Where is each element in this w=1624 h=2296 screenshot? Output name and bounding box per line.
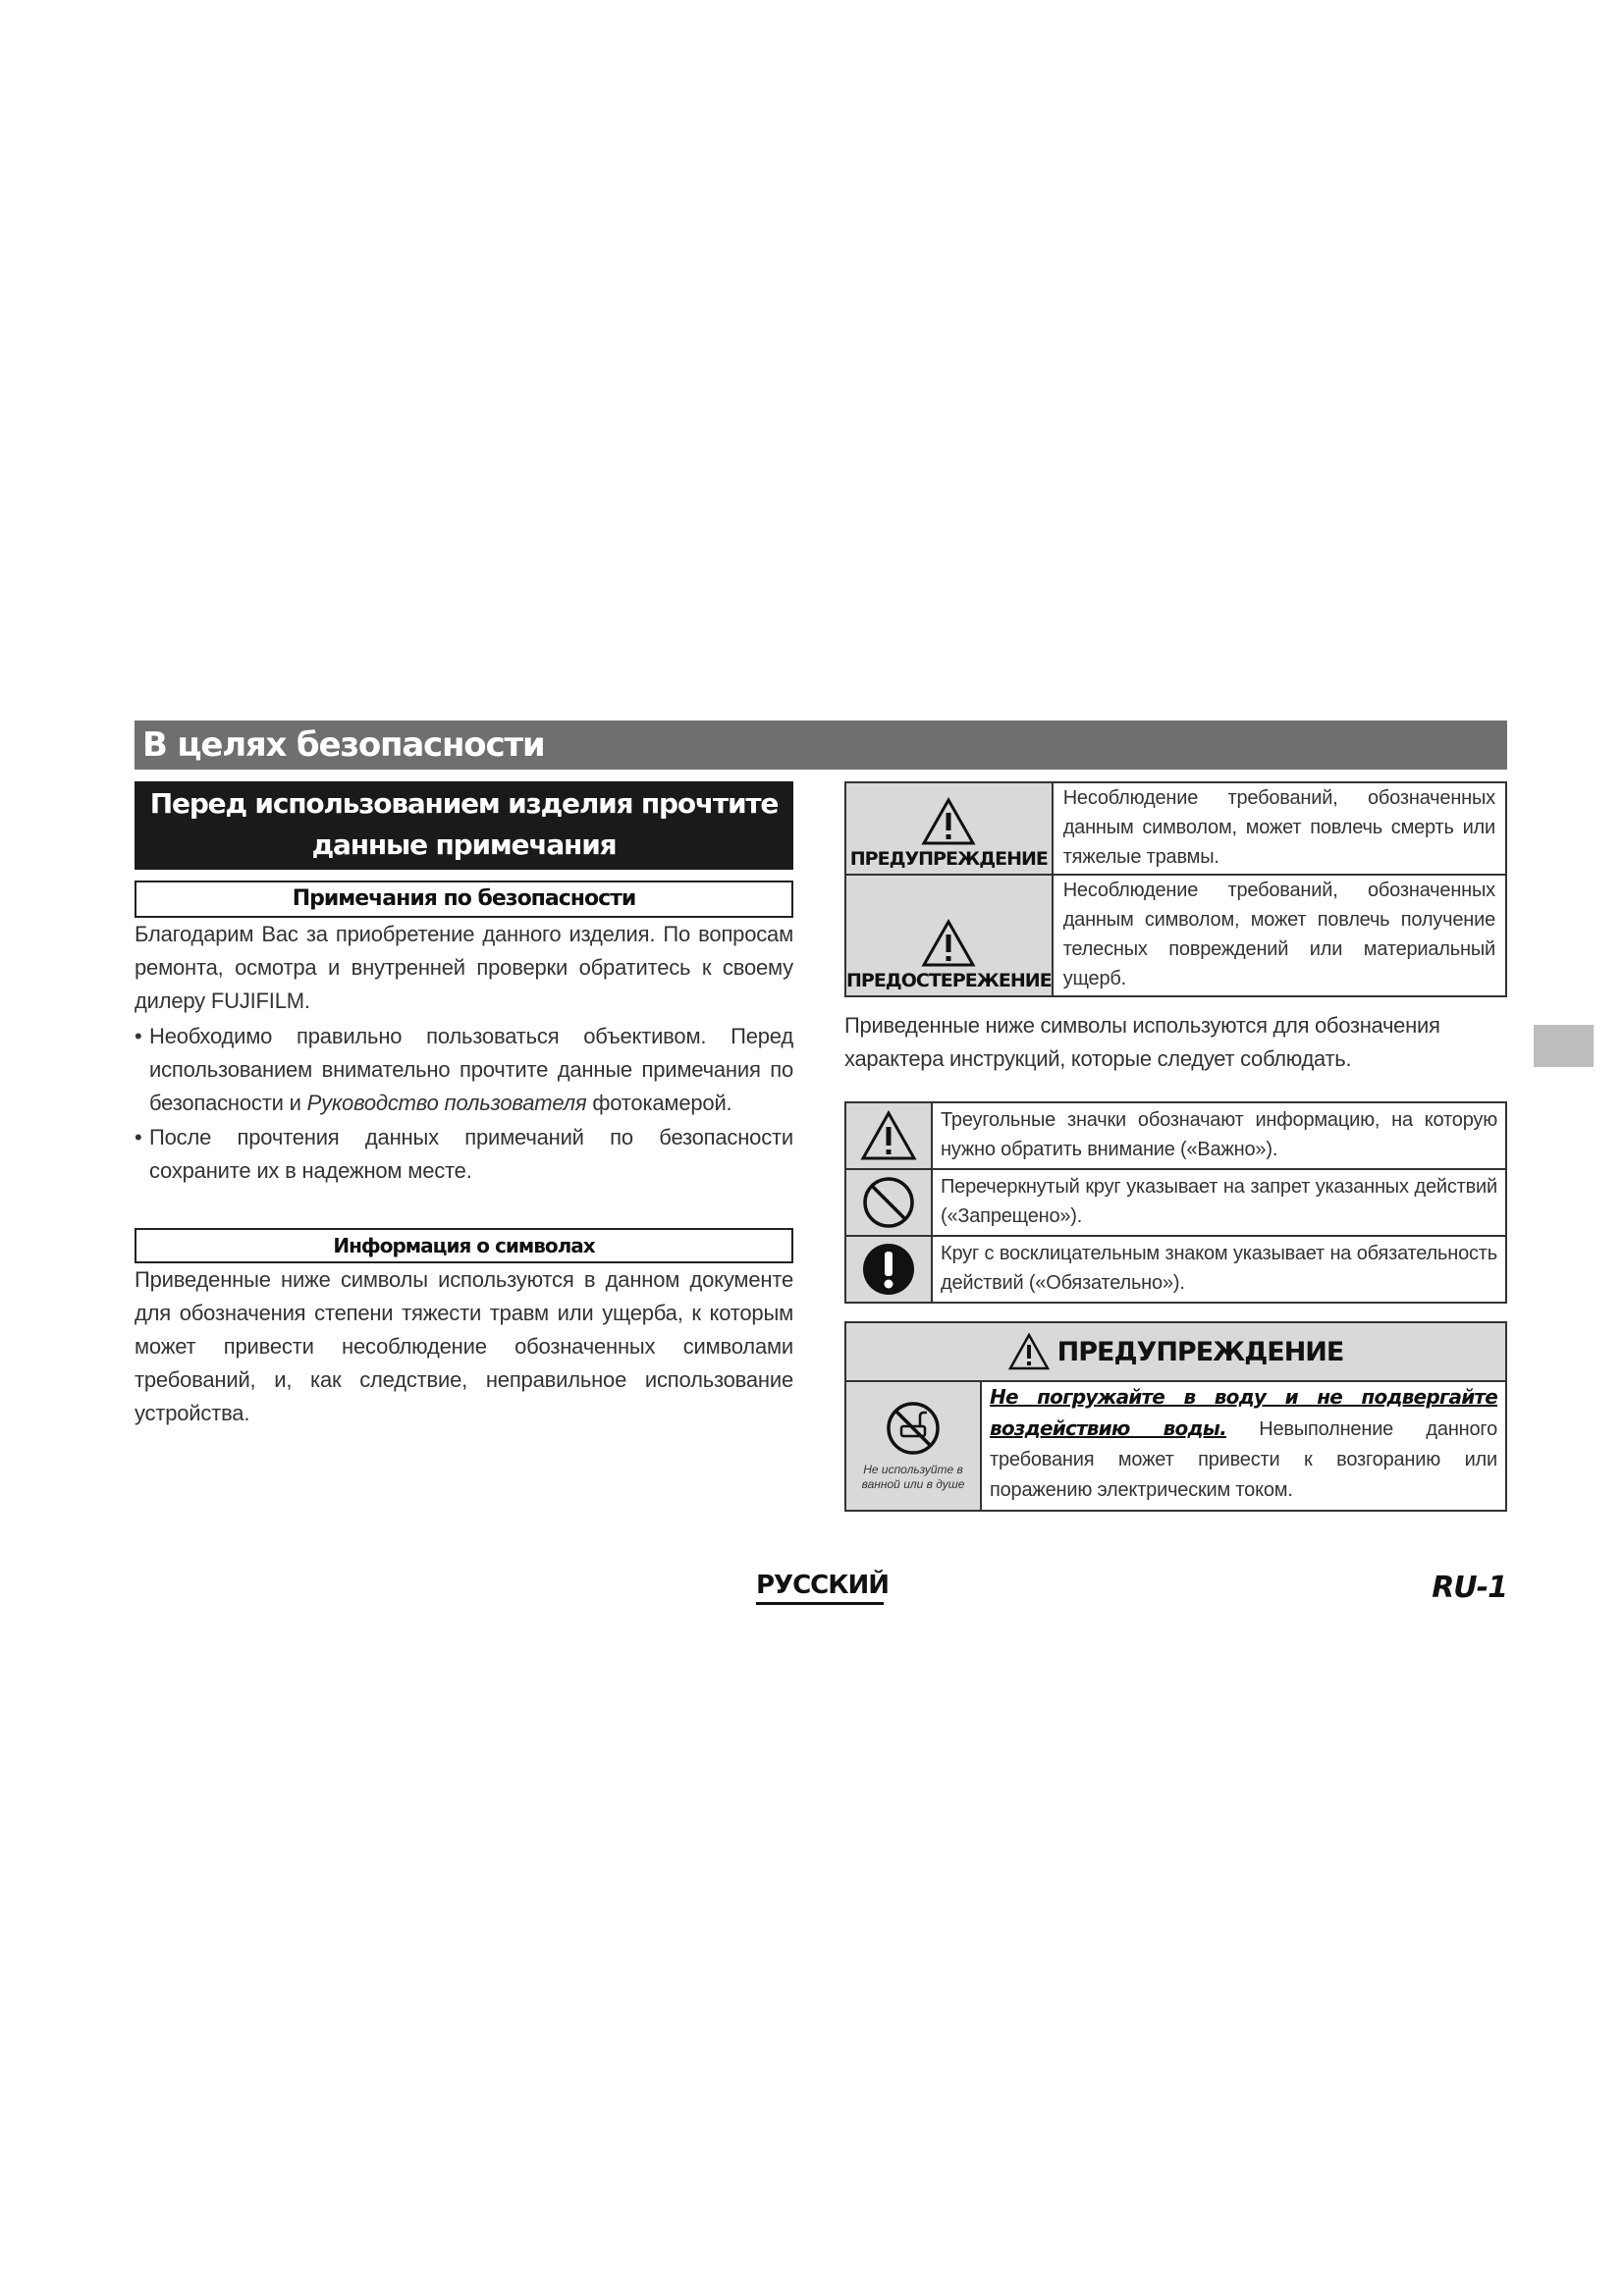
- warning-box-header: [846, 1323, 1505, 1382]
- warning-emphasis: Не погружайте в воду и не подвергайте воздействию воды.: [990, 1385, 1497, 1440]
- bullet2-text: После прочтения данных примечаний по безопасности сохраните их в надежном месте.: [149, 1125, 793, 1183]
- left-column: [135, 781, 793, 1430]
- page-number: RU-1: [1432, 1571, 1507, 1605]
- bullet1-text-b: фотокамерой.: [586, 1091, 732, 1115]
- warning-icon-caption: Не используйте в ванной или в душе: [861, 1463, 965, 1491]
- symbols-info-heading: Информация о символах: [135, 1228, 793, 1263]
- severity-icon-cell: [845, 782, 1053, 875]
- severity-row-warning: [845, 782, 1506, 875]
- no-bath-shower-icon: [885, 1400, 942, 1457]
- bullet-marker: •: [135, 1024, 142, 1048]
- bullet-marker: •: [135, 1125, 142, 1149]
- caution-triangle-icon: [921, 919, 976, 968]
- warning-box-body: [846, 1382, 1505, 1510]
- warning-triangle-icon: [1008, 1333, 1050, 1370]
- footer-language: РУССКИЙ: [756, 1571, 884, 1605]
- symbols-info-paragraph: Приведенные ниже символы используются в данном документе для обозначения степени тяжести травм или ущерба, к которым может привести несоблюдение обозначенных символами требований, и, как следствие, неправильное использование устройства.: [135, 1267, 793, 1425]
- bullet-lens-use: [135, 1020, 793, 1120]
- symbol-icon-cell: [845, 1169, 932, 1236]
- symbol-row-important: [845, 1102, 1506, 1169]
- severity-row-caution: [845, 875, 1506, 996]
- warning-icon-cell: [846, 1382, 982, 1510]
- severity-description: Несоблюдение требований, обозначенных данным символом, может повлечь смерть или тяжелые травмы.: [1053, 782, 1506, 875]
- intro-paragraph: Благодарим Вас за приобретение данного изделия. По вопросам ремонта, осмотра и внутренней проверки обратитесь к своему дилеру FUJIFILM.: [135, 922, 793, 1013]
- symbol-description: Треугольные значки обозначают информацию, на которую нужно обратить внимание («Важно»).: [932, 1102, 1506, 1169]
- symbol-description: Перечеркнутый круг указывает на запрет указанных действий («Запрещено»).: [932, 1169, 1506, 1236]
- triangle-exclamation-icon: [860, 1110, 917, 1161]
- safety-bullets: [135, 1020, 793, 1188]
- symbol-row-mandatory: [845, 1236, 1506, 1303]
- warning-triangle-icon: [921, 797, 976, 846]
- prohibited-circle-icon: [861, 1175, 916, 1230]
- safety-notes-heading: Примечания по безопасности: [135, 881, 793, 918]
- warning-box-title: ПРЕДУПРЕЖДЕНИЕ: [1056, 1336, 1344, 1367]
- severity-icon-cell: [845, 875, 1053, 996]
- symbol-description: Круг с восклицательным знаком указывает на обязательность действий («Обязательно»).: [932, 1236, 1506, 1303]
- warning-consequence: Невыполнение данного требования может привести к возгоранию или поражению электрическим током.: [990, 1418, 1498, 1501]
- symbols-table: [844, 1101, 1507, 1304]
- severity-label: ПРЕДОСТЕРЕЖЕНИЕ: [846, 970, 1052, 991]
- symbols-intro-text: Приведенные ниже символы используются для обозначения характера инструкций, которые следует соблюдать.: [844, 1013, 1440, 1071]
- section-side-tab: [1534, 1025, 1594, 1067]
- water-warning-box: [844, 1321, 1507, 1512]
- right-column: [844, 781, 1507, 1512]
- severity-table: [844, 781, 1507, 997]
- warning-box-text: [982, 1382, 1505, 1510]
- symbol-icon-cell: [845, 1102, 932, 1169]
- mandatory-circle-icon: [861, 1242, 916, 1297]
- severity-label: ПРЕДУПРЕЖДЕНИЕ: [849, 848, 1048, 870]
- symbol-row-prohibited: [845, 1169, 1506, 1236]
- section-banner: В целях безопасности: [135, 721, 1507, 770]
- symbol-icon-cell: [845, 1236, 932, 1303]
- read-before-use-heading: Перед использованием изделия прочтите данные примечания: [135, 781, 793, 870]
- bullet-keep-notes: [135, 1121, 793, 1188]
- user-manual-title: Руководство пользователя: [306, 1091, 587, 1115]
- severity-description: Несоблюдение требований, обозначенных данным символом, может повлечь получение телесных повреждений или материальный ущерб.: [1053, 875, 1506, 996]
- bullet1-text-a: Необходимо правильно пользоваться объективом. Перед использованием внимательно прочтите данные примечания по безопасности и: [149, 1024, 793, 1115]
